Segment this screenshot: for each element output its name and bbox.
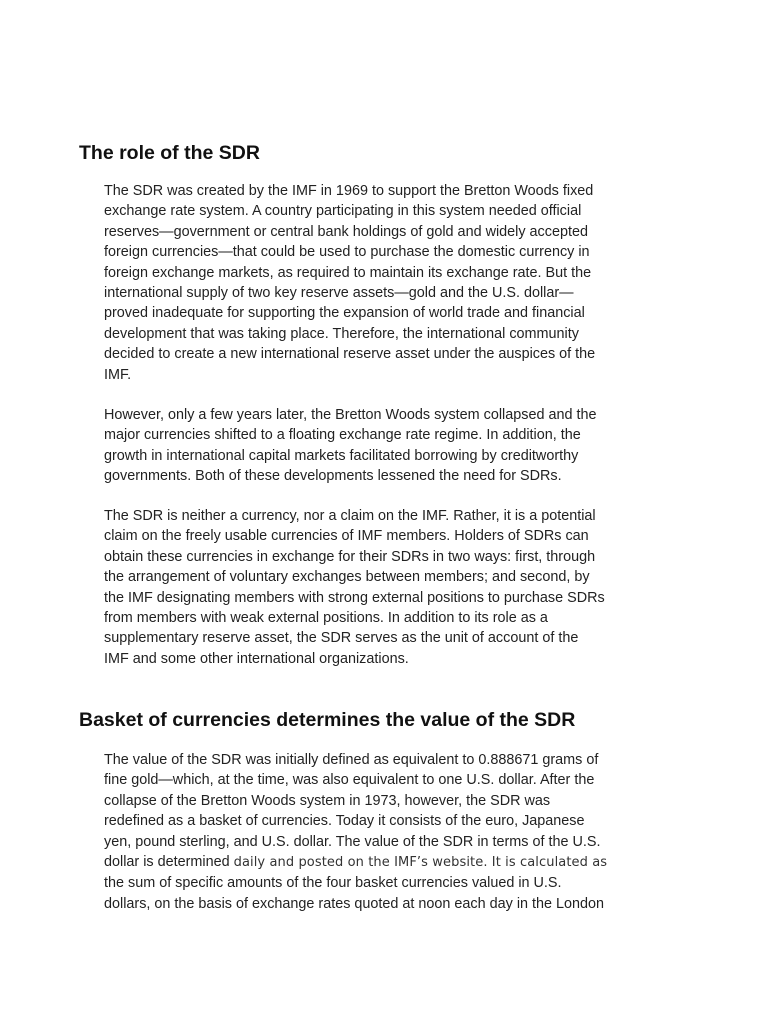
text-line: The value of the SDR was initially defined as equivalent to 0.888671 grams of (104, 752, 599, 768)
text-line: IMF and some other international organizations. (104, 650, 409, 667)
text-line: the IMF designating members with strong external positions to purchase SDRs (104, 589, 605, 606)
text-line: the sum of specific amounts of the four basket currencies valued in U.S. (104, 875, 562, 892)
text-line: governments. Both of these developments lessened the need for SDRs. (104, 468, 562, 485)
text-segment-alt-font: daily and posted on the IMF’s website. It is calculated as (233, 855, 608, 871)
text-segment: dollar is determined (104, 854, 234, 871)
text-line: exchange rate system. A country participating in this system needed official (104, 203, 582, 220)
text-line: reserves—government or central bank holdings of gold and widely accepted (104, 223, 588, 240)
paragraph-bretton-woods-collapse (104, 405, 632, 487)
text-line: IMF. (104, 366, 132, 383)
text-line: claim on the freely usable currencies of IMF members. Holders of SDRs can (104, 528, 589, 545)
text-line: The SDR is neither a currency, nor a claim on the IMF. Rather, it is a potential (104, 508, 596, 524)
paragraph-sdr-creation (104, 181, 632, 385)
section-heading-basket-of-currencies: Basket of currencies determines the value of the SDR (79, 709, 576, 731)
text-line: However, only a few years later, the Bretton Woods system collapsed and the (104, 407, 597, 423)
text-line: collapse of the Bretton Woods system in 1973, however, the SDR was (104, 792, 551, 809)
paragraph-sdr-value (104, 750, 632, 914)
text-line: fine gold—which, at the time, was also equivalent to one U.S. dollar. After the (104, 772, 595, 789)
text-line: growth in international capital markets facilitated borrowing by creditworthy (104, 447, 579, 464)
text-line: foreign exchange markets, as required to maintain its exchange rate. But the (104, 264, 592, 281)
text-line: obtain these currencies in exchange for their SDRs in two ways: first, through (104, 548, 596, 565)
text-line: yen, pound sterling, and U.S. dollar. The value of the SDR in terms of the U.S. (104, 833, 601, 850)
text-line: international supply of two key reserve assets—gold and the U.S. dollar— (104, 285, 574, 302)
section-heading-role-of-sdr: The role of the SDR (79, 142, 260, 164)
text-line: decided to create a new international reserve asset under the auspices of the (104, 346, 596, 363)
text-line: dollars, on the basis of exchange rates quoted at noon each day in the London (104, 895, 605, 912)
text-line: proved inadequate for supporting the expansion of world trade and financial (104, 305, 585, 322)
text-line: The SDR was created by the IMF in 1969 to support the Bretton Woods fixed (104, 183, 594, 199)
text-line: the arrangement of voluntary exchanges between members; and second, by (104, 569, 590, 586)
paragraph-sdr-nature (104, 506, 632, 669)
text-line: redefined as a basket of currencies. Today it consists of the euro, Japanese (104, 813, 585, 830)
text-line-mixed (104, 852, 632, 873)
text-line: major currencies shifted to a floating exchange rate regime. In addition, the (104, 427, 581, 444)
text-line: from members with weak external positions. In addition to its role as a (104, 610, 548, 627)
text-line: development that was taking place. Therefore, the international community (104, 325, 579, 342)
text-line: foreign currencies—that could be used to purchase the domestic currency in (104, 244, 590, 261)
text-line: supplementary reserve asset, the SDR serves as the unit of account of the (104, 630, 579, 647)
